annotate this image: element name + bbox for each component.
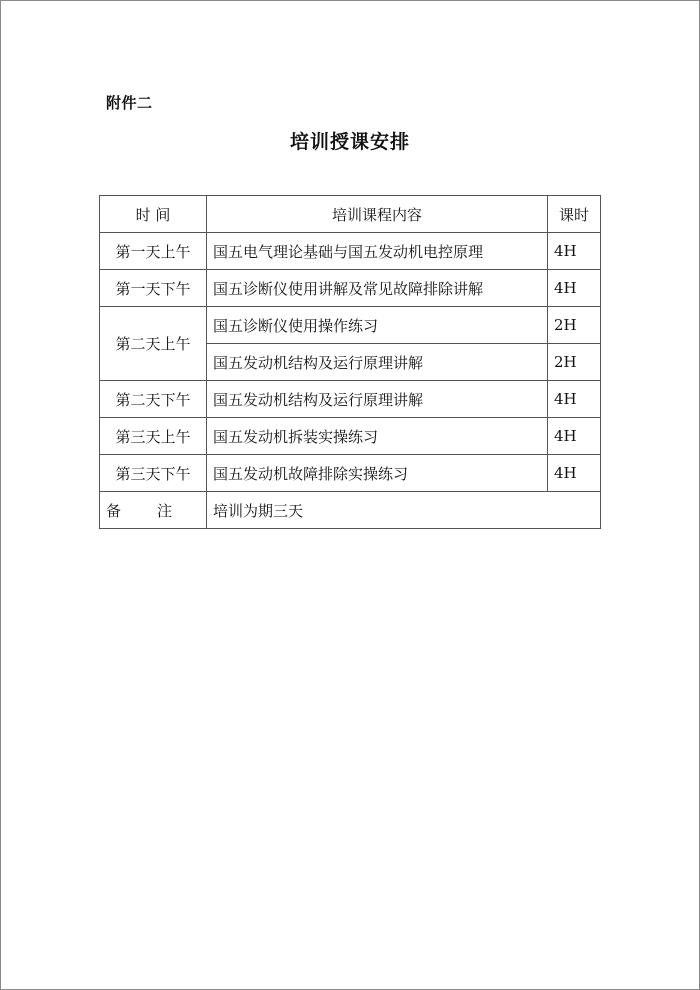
table-row: [100, 418, 601, 455]
row-hours: 2H: [548, 344, 601, 381]
table-row: [100, 307, 601, 344]
row-time: 第二天下午: [100, 381, 207, 418]
header-time: 时 间: [100, 196, 207, 233]
remark-label-first: 备: [106, 501, 122, 520]
header-hours: 课时: [548, 196, 601, 233]
document-title: 培训授课安排: [289, 131, 410, 153]
row-content: 国五发动机结构及运行原理讲解: [207, 344, 548, 381]
row-hours: 4H: [548, 381, 601, 418]
row-hours: 4H: [548, 233, 601, 270]
attachment-label: 附件二: [106, 94, 153, 112]
row-content: 国五诊断仪使用操作练习: [207, 307, 548, 344]
row-content: 国五发动机故障排除实操练习: [207, 455, 548, 492]
row-time: 第三天上午: [100, 418, 207, 455]
table-row: [100, 270, 601, 307]
row-time: 第一天下午: [100, 270, 207, 307]
row-content: 国五电气理论基础与国五发动机电控原理: [207, 233, 548, 270]
row-hours: 4H: [548, 418, 601, 455]
row-time: 第三天下午: [100, 455, 207, 492]
table-header-row: [100, 196, 601, 233]
remark-label: [100, 492, 207, 529]
table-row: [100, 233, 601, 270]
row-time: 第二天上午: [100, 307, 207, 381]
row-content: 国五发动机拆装实操练习: [207, 418, 548, 455]
remark-label-second: 注: [157, 501, 173, 520]
remark-value: 培训为期三天: [207, 492, 601, 529]
table-row: [100, 381, 601, 418]
row-hours: 4H: [548, 455, 601, 492]
row-content: 国五诊断仪使用讲解及常见故障排除讲解: [207, 270, 548, 307]
remark-row: [100, 492, 601, 529]
training-schedule-table: [99, 195, 601, 529]
table-row: [100, 455, 601, 492]
row-content: 国五发动机结构及运行原理讲解: [207, 381, 548, 418]
row-hours: 4H: [548, 270, 601, 307]
row-time: 第一天上午: [100, 233, 207, 270]
header-content: 培训课程内容: [207, 196, 548, 233]
row-hours: 2H: [548, 307, 601, 344]
